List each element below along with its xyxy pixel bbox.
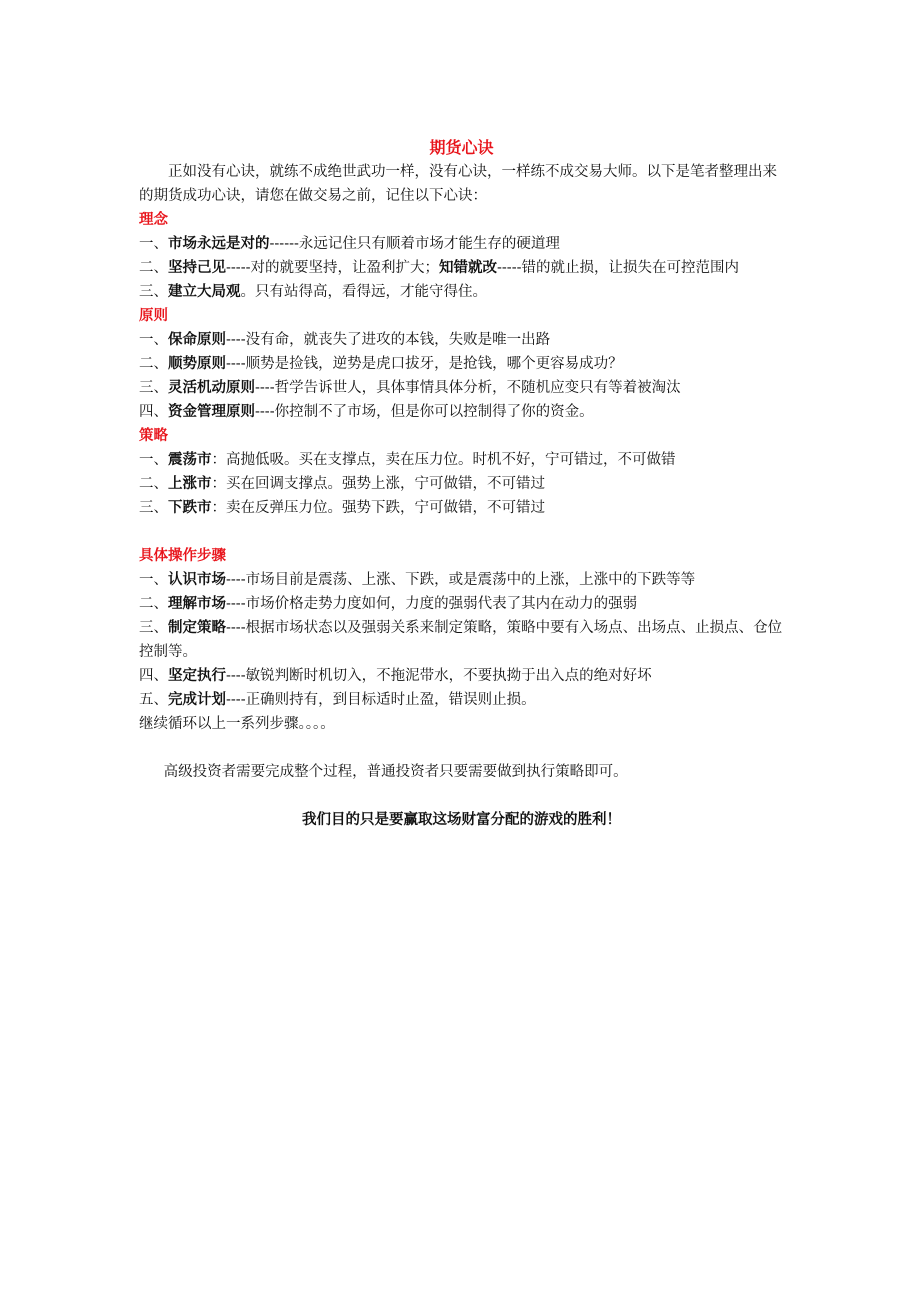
item-number: 三、 bbox=[139, 380, 168, 396]
section-heading-idea: 理念 bbox=[139, 212, 168, 228]
item-keyword: 制定策略 bbox=[168, 620, 226, 636]
item-number: 一、 bbox=[139, 572, 168, 588]
item-text: ----顺势是捡钱，逆势是虎口拔牙，是抢钱，哪个更容易成功？ bbox=[226, 356, 623, 372]
item-number: 四、 bbox=[139, 668, 168, 684]
item-text: ----市场价格走势力度如何，力度的强弱代表了其内在动力的强弱 bbox=[226, 596, 638, 612]
item-text: ----市场目前是震荡、上涨、下跌，或是震荡中的上涨，上涨中的下跌等等 bbox=[226, 572, 696, 588]
item-keyword: 坚定执行 bbox=[168, 668, 226, 684]
item-text: ----没有命，就丧失了进攻的本钱，失败是唯一出路 bbox=[226, 332, 551, 348]
spacer bbox=[139, 736, 784, 760]
list-item bbox=[139, 592, 784, 616]
item-keyword-secondary: 知错就改 bbox=[439, 260, 497, 276]
item-text: ----正确则持有，到目标适时止盈，错误则止损。 bbox=[226, 692, 536, 708]
item-number: 二、 bbox=[139, 260, 168, 276]
item-text: ----敏锐判断时机切入，不拖泥带水，不要执拗于出入点的绝对好坏 bbox=[226, 668, 652, 684]
spacer bbox=[139, 520, 784, 544]
item-number: 五、 bbox=[139, 692, 168, 708]
item-text: -----对的就要坚持，让盈利扩大； bbox=[226, 260, 439, 276]
list-item bbox=[139, 568, 784, 592]
list-item bbox=[139, 376, 784, 400]
item-number: 一、 bbox=[139, 452, 168, 468]
item-keyword: 震荡市 bbox=[168, 452, 212, 468]
list-item bbox=[139, 616, 784, 664]
list-item bbox=[139, 496, 784, 520]
item-text: ：卖在反弹压力位。强势下跌，宁可做错，不可错过 bbox=[211, 500, 545, 516]
list-item bbox=[139, 664, 784, 688]
list-item bbox=[139, 688, 784, 712]
item-keyword: 理解市场 bbox=[168, 596, 226, 612]
section-heading-strategy: 策略 bbox=[139, 428, 168, 444]
item-keyword: 市场永远是对的 bbox=[168, 236, 270, 252]
item-text: ：买在回调支撑点。强势上涨，宁可做错，不可错过 bbox=[211, 476, 545, 492]
item-number: 三、 bbox=[139, 284, 168, 300]
item-number: 二、 bbox=[139, 356, 168, 372]
item-number: 二、 bbox=[139, 596, 168, 612]
item-text: ----你控制不了市场，但是你可以控制得了你的资金。 bbox=[255, 404, 594, 420]
item-keyword: 灵活机动原则 bbox=[168, 380, 255, 396]
item-keyword: 保命原则 bbox=[168, 332, 226, 348]
list-item bbox=[139, 328, 784, 352]
spacer bbox=[139, 784, 784, 808]
item-text: ----根据市场状态以及强弱关系来制定策略，策略中要有入场点、出场点、止损点、仓位控制等。 bbox=[139, 620, 783, 660]
section-heading-steps: 具体操作步骤 bbox=[139, 548, 226, 564]
item-text: ：高抛低吸。买在支撑点，卖在压力位。时机不好，宁可错过，不可做错 bbox=[211, 452, 676, 468]
item-keyword: 坚持己见 bbox=[168, 260, 226, 276]
item-number: 三、 bbox=[139, 620, 168, 636]
item-text: ------永远记住只有顺着市场才能生存的硬道理 bbox=[269, 236, 560, 252]
item-keyword: 完成计划 bbox=[168, 692, 226, 708]
item-text-secondary: -----错的就止损，让损失在可控范围内 bbox=[497, 260, 739, 276]
list-item bbox=[139, 472, 784, 496]
intro-paragraph: 正如没有心诀，就练不成绝世武功一样，没有心诀，一样练不成交易大师。以下是笔者整理出来的期货成功心诀，请您在做交易之前，记住以下心诀： bbox=[139, 164, 777, 204]
loop-note: 继续循环以上一系列步骤。。。。 bbox=[139, 716, 335, 732]
section-heading-principle: 原则 bbox=[139, 308, 168, 324]
item-keyword: 顺势原则 bbox=[168, 356, 226, 372]
list-item bbox=[139, 280, 784, 304]
item-keyword: 下跌市 bbox=[168, 500, 212, 516]
item-keyword: 资金管理原则 bbox=[168, 404, 255, 420]
list-item bbox=[139, 352, 784, 376]
item-number: 一、 bbox=[139, 332, 168, 348]
closing-statement: 我们目的只是要赢取这场财富分配的游戏的胜利！ bbox=[302, 812, 621, 828]
document-body bbox=[139, 136, 784, 832]
item-text: ----哲学告诉世人，具体事情具体分析，不随机应变只有等着被淘汰 bbox=[255, 380, 681, 396]
item-keyword: 上涨市 bbox=[168, 476, 212, 492]
list-item bbox=[139, 448, 784, 472]
item-number: 一、 bbox=[139, 236, 168, 252]
list-item bbox=[139, 256, 784, 280]
item-keyword: 认识市场 bbox=[168, 572, 226, 588]
item-number: 四、 bbox=[139, 404, 168, 420]
item-keyword: 建立大局观 bbox=[168, 284, 241, 300]
summary-paragraph: 高级投资者需要完成整个过程，普通投资者只要需要做到执行策略即可。 bbox=[163, 764, 628, 780]
document-title: 期货心诀 bbox=[429, 138, 494, 157]
list-item bbox=[139, 232, 784, 256]
item-number: 二、 bbox=[139, 476, 168, 492]
item-number: 三、 bbox=[139, 500, 168, 516]
list-item bbox=[139, 400, 784, 424]
item-text: 。只有站得高，看得远，才能守得住。 bbox=[240, 284, 487, 300]
